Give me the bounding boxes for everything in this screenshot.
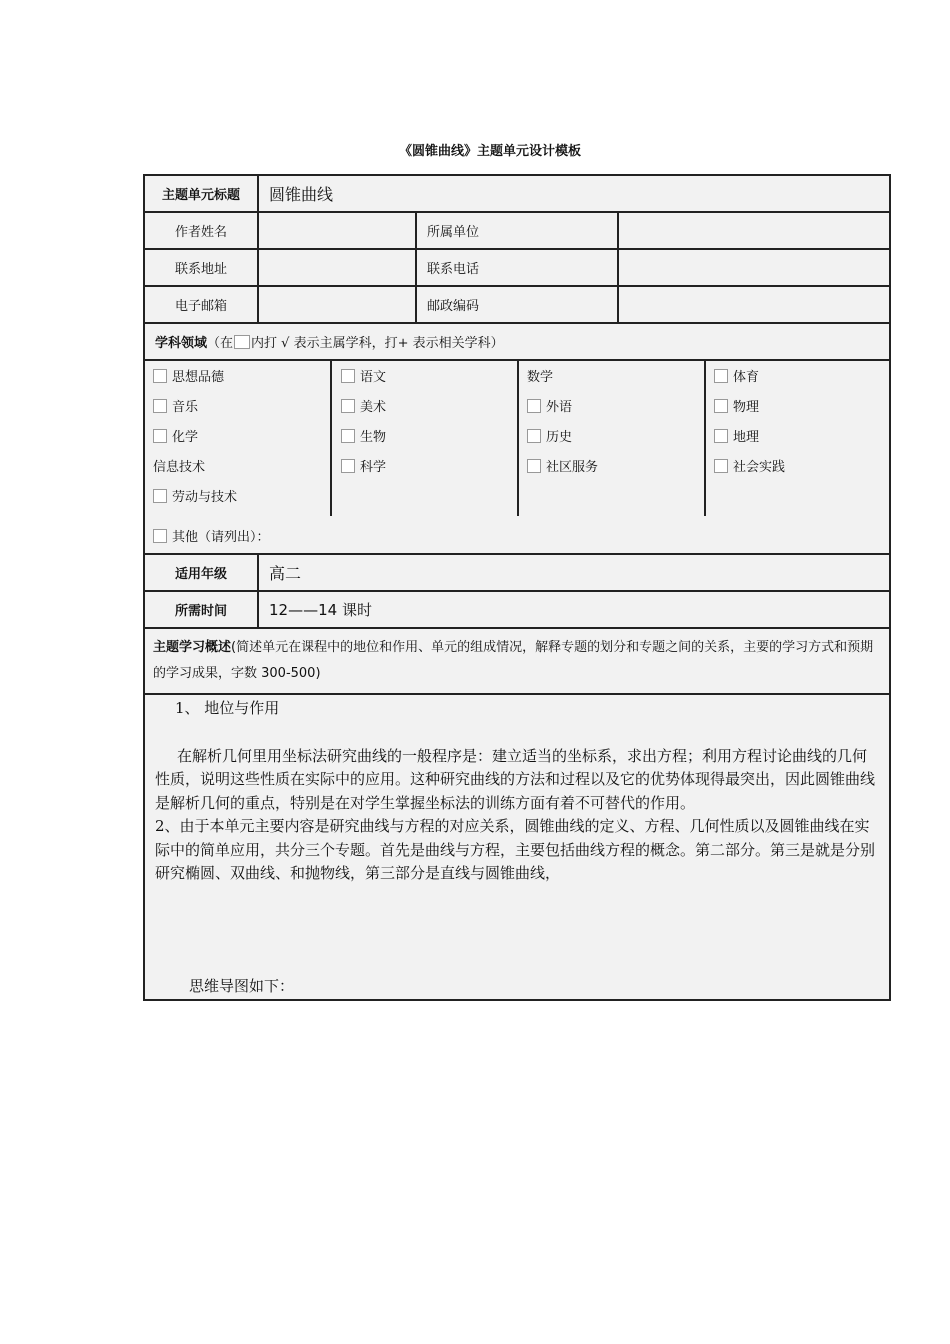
subject-geography[interactable]: 地理 <box>714 429 889 459</box>
subject-foreign-language[interactable]: 外语 <box>527 399 704 429</box>
subject-column-3 <box>519 361 706 516</box>
design-form <box>143 174 891 1001</box>
checkbox-icon[interactable] <box>714 429 728 443</box>
author-row <box>145 213 889 250</box>
subject-column-2 <box>332 361 519 516</box>
subject-music[interactable]: 音乐 <box>153 399 330 429</box>
subject-history[interactable]: 历史 <box>527 429 704 459</box>
time-row <box>145 592 889 629</box>
subject-social-practice[interactable]: 社会实践 <box>714 459 889 489</box>
affiliation-label: 所属单位 <box>417 213 619 248</box>
subject-science[interactable]: 科学 <box>341 459 517 489</box>
address-field[interactable] <box>259 250 417 285</box>
checkbox-icon[interactable] <box>527 429 541 443</box>
mindmap-label: 思维导图如下： <box>189 977 295 995</box>
subject-other-row[interactable] <box>145 518 889 555</box>
checkbox-icon[interactable] <box>153 399 167 413</box>
subject-physics[interactable]: 物理 <box>714 399 889 429</box>
subject-area-hint-suffix: 内打 √ 表示主属学科，打+ 表示相关学科） <box>251 336 504 351</box>
checkbox-icon[interactable] <box>153 489 167 503</box>
overview-header <box>145 629 889 695</box>
postcode-label: 邮政编码 <box>417 287 619 322</box>
subject-other-label: 其他（请列出）： <box>172 530 270 545</box>
subject-grid <box>145 361 889 518</box>
overview-label: 主题学习概述 <box>153 640 232 655</box>
checkbox-sample-icon <box>234 335 250 349</box>
email-field[interactable] <box>259 287 417 322</box>
checkbox-icon[interactable] <box>527 459 541 473</box>
checkbox-icon[interactable] <box>153 529 167 543</box>
subject-area-hint-prefix: （在 <box>207 336 234 351</box>
grade-row <box>145 555 889 592</box>
paragraph-1: 在解析几何里用坐标法研究曲线的一般程序是：建立适当的坐标系，求出方程；利用方程讨论曲线的几何性质，说明这些性质在实际中的应用。这种研究曲线的方法和过程以及它的优势体现得最突出，因此圆锥曲线是解析几何的重点，特别是在对学生掌握坐标法的训练方面有着不可替代的作用。 <box>155 746 876 812</box>
subject-column-1 <box>145 361 332 516</box>
author-label: 作者姓名 <box>145 213 259 248</box>
theme-title-row <box>145 176 889 213</box>
subject-art[interactable]: 美术 <box>341 399 517 429</box>
subject-area-row <box>145 324 889 361</box>
checkbox-icon[interactable] <box>341 429 355 443</box>
document-title: 《圆锥曲线》主题单元设计模板 <box>398 144 581 159</box>
subject-community-service[interactable]: 社区服务 <box>527 459 704 489</box>
subject-chinese[interactable]: 语文 <box>341 369 517 399</box>
checkbox-icon[interactable] <box>714 369 728 383</box>
postcode-field[interactable] <box>619 287 889 322</box>
subject-column-4 <box>706 361 889 516</box>
address-label: 联系地址 <box>145 250 259 285</box>
theme-title-label: 主题单元标题 <box>145 176 259 211</box>
grade-label: 适用年级 <box>145 555 259 590</box>
affiliation-field[interactable] <box>619 213 889 248</box>
checkbox-icon[interactable] <box>153 429 167 443</box>
time-value[interactable]: 12——14 课时 <box>269 601 372 619</box>
paragraph-2: 2、由于本单元主要内容是研究曲线与方程的对应关系，圆锥曲线的定义、方程、几何性质以及圆锥曲线在实际中的简单应用，共分三个专题。首先是曲线与方程，主要包括曲线方程的概念。第二部分。第三是就是分别研究椭圆、双曲线、和抛物线，第三部分是直线与圆锥曲线， <box>155 817 876 882</box>
time-label: 所需时间 <box>145 592 259 627</box>
checkbox-icon[interactable] <box>527 399 541 413</box>
subject-pe[interactable]: 体育 <box>714 369 889 399</box>
section-heading: 1、 地位与作用 <box>175 699 280 717</box>
subject-math[interactable]: 数学 <box>527 370 554 385</box>
checkbox-icon[interactable] <box>341 459 355 473</box>
checkbox-icon[interactable] <box>714 399 728 413</box>
theme-title-value[interactable]: 圆锥曲线 <box>269 185 334 204</box>
subject-area-header <box>145 324 514 359</box>
overview-body[interactable] <box>145 695 889 999</box>
author-field[interactable] <box>259 213 417 248</box>
subject-it[interactable]: 信息技术 <box>153 460 206 475</box>
grade-value[interactable]: 高二 <box>269 564 302 583</box>
subject-biology[interactable]: 生物 <box>341 429 517 459</box>
checkbox-icon[interactable] <box>153 369 167 383</box>
checkbox-icon[interactable] <box>341 369 355 383</box>
checkbox-icon[interactable] <box>714 459 728 473</box>
checkbox-icon[interactable] <box>341 399 355 413</box>
overview-hint: (简述单元在课程中的地位和作用、单元的组成情况，解释专题的划分和专题之间的关系，主要的学习方式和预期的学习成果，字数 300-500) <box>153 640 874 681</box>
email-label: 电子邮箱 <box>145 287 259 322</box>
subject-chemistry[interactable]: 化学 <box>153 429 330 459</box>
subject-moral[interactable]: 思想品德 <box>153 369 330 399</box>
email-row <box>145 287 889 324</box>
subject-area-label: 学科领域 <box>155 336 208 351</box>
address-row <box>145 250 889 287</box>
phone-label: 联系电话 <box>417 250 619 285</box>
phone-field[interactable] <box>619 250 889 285</box>
subject-labor[interactable]: 劳动与技术 <box>153 489 330 519</box>
